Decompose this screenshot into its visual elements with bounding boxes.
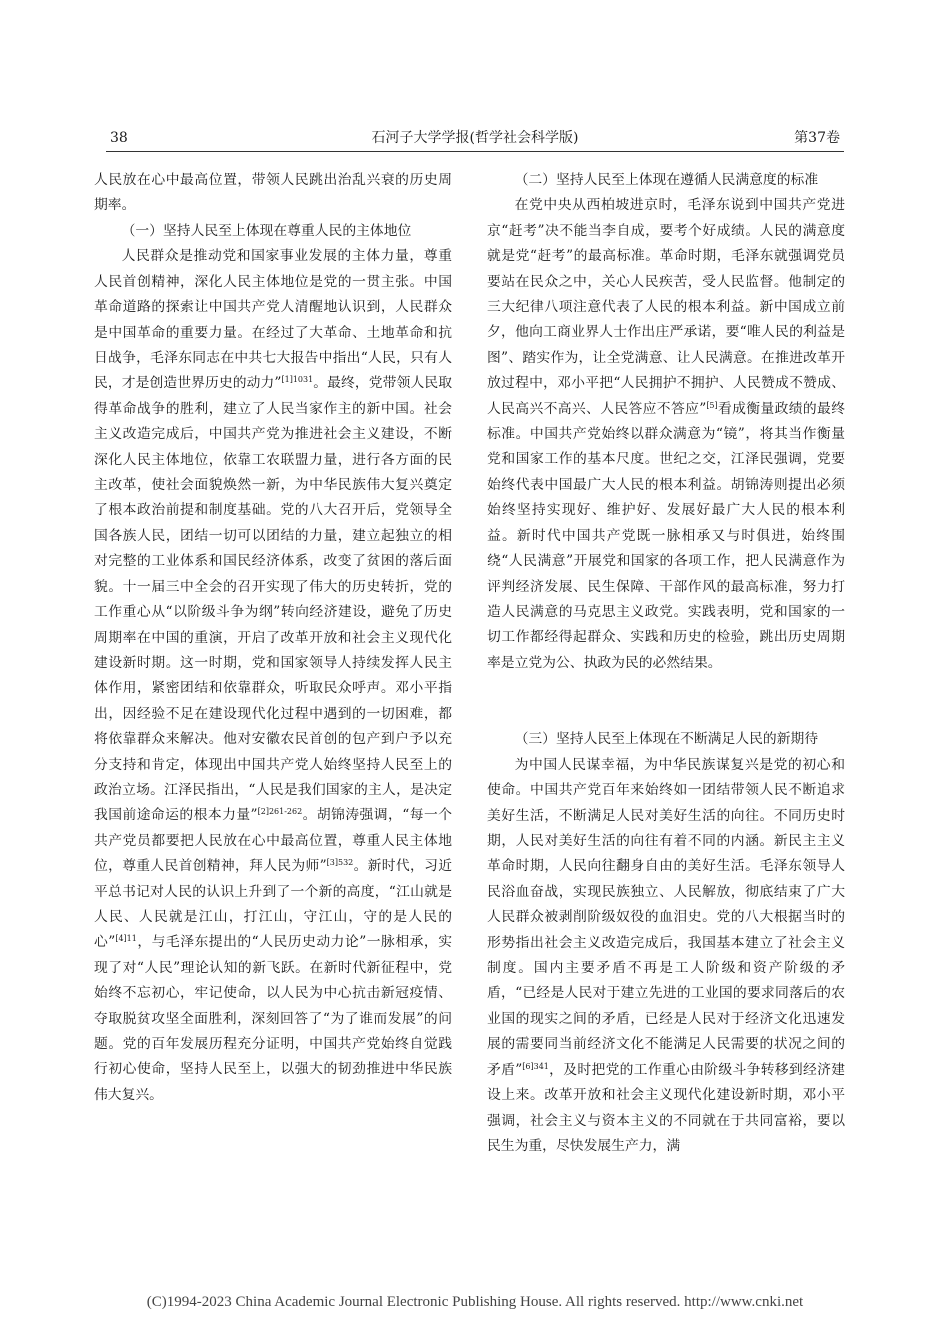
section-heading-1: （一）坚持人民至上体现在尊重人民的主体地位 xyxy=(121,223,412,239)
citation: [2]261-262 xyxy=(257,807,303,817)
paragraph-text: 在党中央从西柏坡进京时，毛泽东说到中国共产党进京“赶考”决不能当李自成，要考个好成绩。人民的满意度就是党“赶考”的最高标准。革命时期，毛泽东就强调党员要站在民众之中，关心人民疾苦，受人民监督。他制定的三大纪律八项注意代表了人民的根本利益。新中国成立前夕，他向工商业界人士作出庄严承诺，要“唯人民的利益是图”、踏实作为，让全党满意、让人民满意。在推进改革开放过程中，邓小平把“人民拥护不拥护、人民赞成不赞成、人民高兴不高兴、人民答应不答应” xyxy=(487,197,845,417)
volume-label: 第37卷 xyxy=(794,130,840,146)
page-number: 38 xyxy=(110,130,128,146)
paragraph-text: ，及时把党的工作重心由阶级斗争转移到经济建设上来。改革开放和社会主义现代化建设新时期，邓小平强调，社会主义与资本主义的不同就在于共同富裕，要以民生为重，尽快发展生产力，满 xyxy=(487,1061,845,1154)
intro-paragraph: 人民放在心中最高位置，带领人民跳出治乱兴衰的历史周期率。 xyxy=(94,172,452,214)
section-heading-2: （二）坚持人民至上体现在遵循人民满意度的标准 xyxy=(514,172,819,188)
right-column xyxy=(487,168,845,1236)
citation: [4]11 xyxy=(115,934,137,944)
paragraph-text: 。胡锦涛强调，“每一个共产党员都要把人民放在心中最高位置，尊重人民主体地位，尊重人民首创精神，拜人民为师” xyxy=(94,807,452,875)
paragraph-2 xyxy=(487,193,845,727)
page-header xyxy=(106,127,844,152)
paragraph-text: 。最终，党带领人民取得革命战争的胜利，建立了人民当家作主的新中国。社会主义改造完成后，中国共产党为推进社会主义建设，不断深化人民主体地位，依靠工农联盟力量，进行各方面的民主改革，使社会面貌焕然一新，为中华民族伟大复兴奠定了根本政治前提和制度基础。党的八大召开后，党领导全国各族人民，团结一切可以团结的力量，建立起独立的相对完整的工业体系和国民经济体系，改变了贫困的落后面貌。十一届三中全会的召开实现了伟大的历史转折，党的工作重心从“以阶级斗争为纲”转向经济建设，避免了历史周期率在中国的重演，开启了改革开放和社会主义现代化建设新时期。这一时期，党和国家领导人持续发挥人民主体作用，紧密团结和依靠群众，听取民众呼声。邓小平指出，因经验不足在建设现代化过程中遇到的一切困难，都将依靠群众来解决。他对安徽农民首创的包产到户予以充分支持和肯定，体现出中国共产党人始终坚持人民至上的政治立场。江泽民指出，“人民是我们国家的主人，是决定我国前途命运的根本力量” xyxy=(94,375,452,824)
citation: [1]1031 xyxy=(281,375,314,385)
paragraph-1 xyxy=(94,244,452,1260)
paragraph-text: ，与毛泽东提出的“人民历史动力论”一脉相承，实现了对“人民”理论认知的新飞跃。在新时代新征程中，党始终不忘初心，牢记使命，以人民为中心抗击新冠疫情、夺取脱贫攻坚全面胜利，深刻回答了“为了谁而发展”的问题。党的百年发展历程充分证明，中国共产党始终自觉践行初心使命，坚持人民至上，以强大的韧劲推进中华民族伟大复兴。 xyxy=(94,934,452,1103)
citation: [6]341 xyxy=(522,1061,549,1071)
citation: [3]532 xyxy=(326,858,354,868)
paragraph-text: 人民群众是推动党和国家事业发展的主体力量，尊重人民首创精神，深化人民主体地位是党的一贯主张。中国革命道路的探索让中国共产党人清醒地认识到，人民群众是中国革命的重要力量。在经过了大革命、土地革命和抗日战争，毛泽东同志在中共七大报告中指出“人民，只有人民，才是创造世界历史的动力” xyxy=(94,248,452,392)
section-heading-3: （三）坚持人民至上体现在不断满足人民的新期待 xyxy=(514,731,819,748)
citation: [5] xyxy=(706,400,718,410)
paragraph-text: 为中国人民谋幸福，为中华民族谋复兴是党的初心和使命。中国共产党百年来始终如一团结带领人民不断追求美好生活，不断满足人民对美好生活的向往。不同历史时期，人民对美好生活的向往有着不同的内涵。新民主主义革命时期，人民向往翻身自由的美好生活。毛泽东领导人民浴血奋战，实现民族独立、人民解放，彻底结束了广大人民群众被剥削阶级奴役的血泪史。党的八大根据当时的形势指出社会主义改造完成后，我国基本建立了社会主义制度。国内主要矛盾不再是工人阶级和资产阶级的矛盾，“已经是人民对于建立先进的工业国的要求同落后的农业国的现实之间的矛盾，已经是人民对于经济文化迅速发展的需要同当前经济文化不能满足人民需要的状况之间的矛盾” xyxy=(487,756,845,1078)
paragraph-text: 看成衡量政绩的最终标准。中国共产党始终以群众满意为“镜”，将其当作衡量党和国家工作的基本尺度。世纪之交，江泽民强调，党要始终代表中国最广大人民的根本利益。胡锦涛则提出必须始终坚持实现好、维护好、发展好最广大人民的根本利益。新时代中国共产党既一脉相承又与时俱进，始终围绕“人民满意”开展党和国家的各项工作，把人民满意作为评判经济发展、民生保障、干部作风的最高标准，努力打造人民满意的马克思主义政党。实践表明，党和国家的一切工作都经得起群众、实践和历史的检验，跳出历史周期率是立党为公、执政为民的必然结果。 xyxy=(487,400,845,671)
copyright-footer: (C)1994-2023 China Academic Journal Electronic Publishing House. All rights reserved. http://www.cnki.net xyxy=(146,1294,804,1310)
left-column xyxy=(94,168,452,1260)
journal-title: 石河子大学学报(哲学社会科学版) xyxy=(371,130,579,146)
paragraph-text: 。新时代，习近平总书记对人民的认识上升到了一个新的高度，“江山就是人民、人民就是江山，打江山，守江山，守的是人民的心” xyxy=(94,858,452,951)
paragraph-3 xyxy=(487,753,845,1236)
